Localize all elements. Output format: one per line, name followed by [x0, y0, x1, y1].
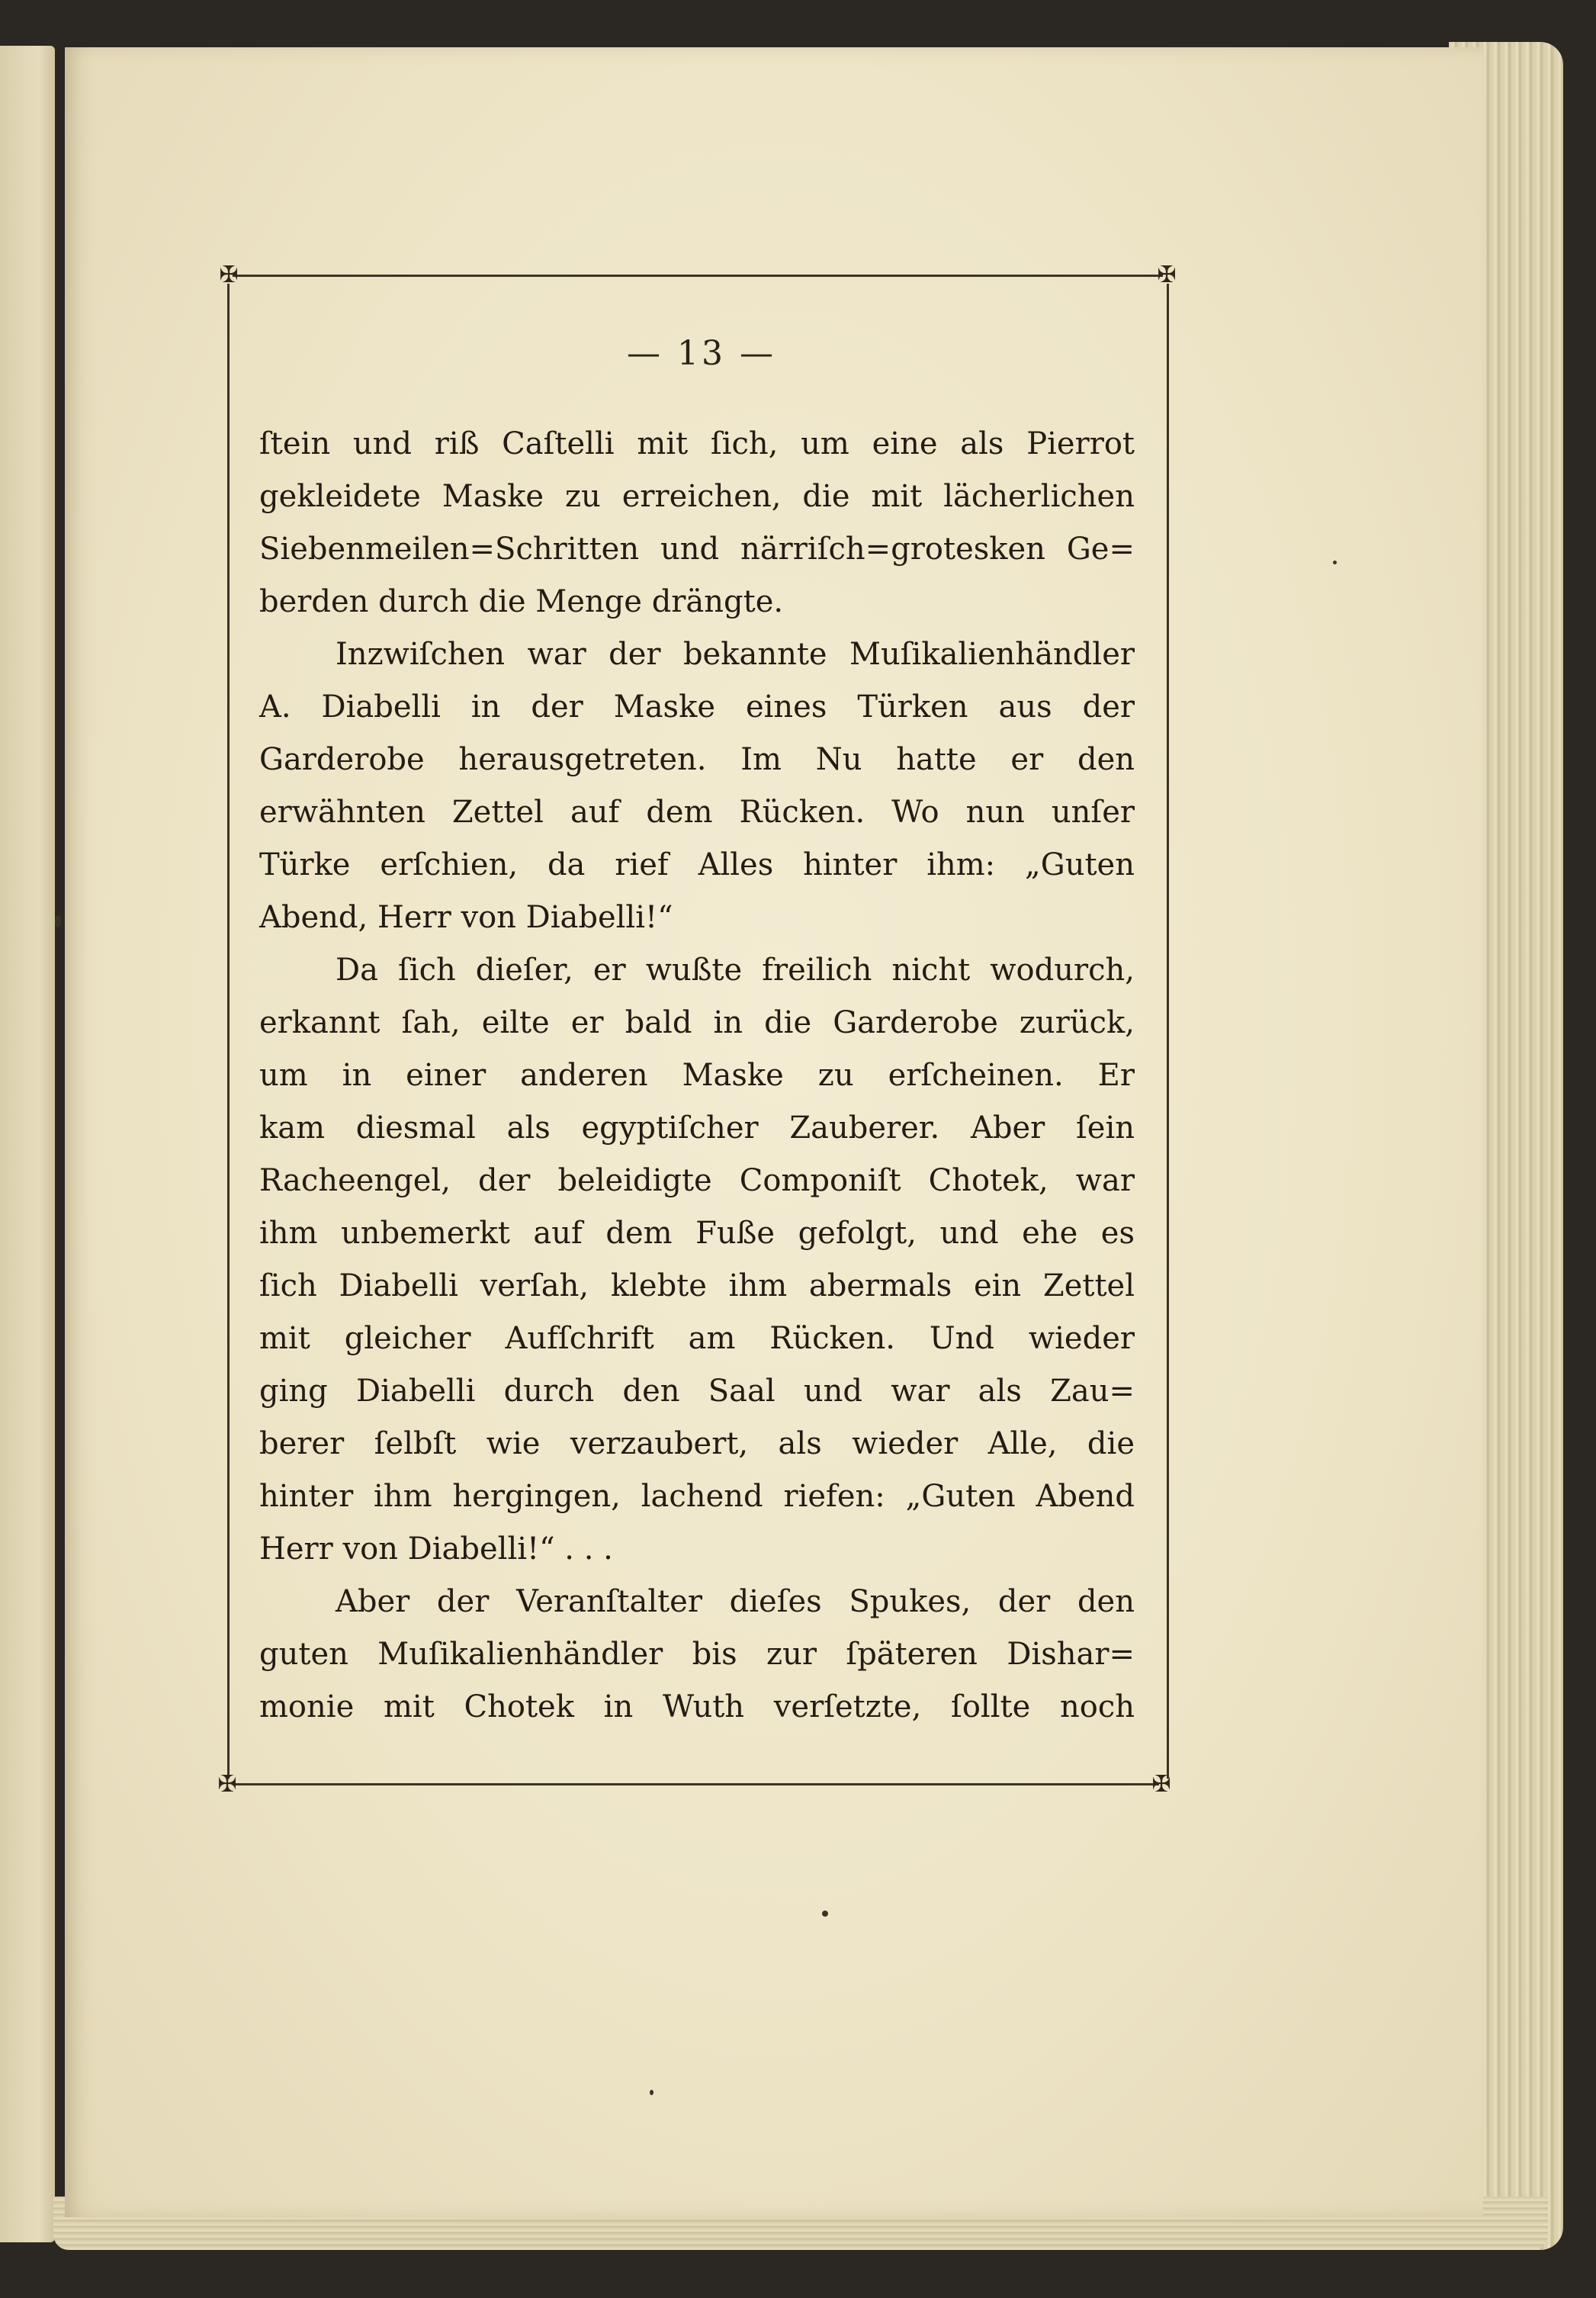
frame-rule-top: [233, 275, 1163, 277]
text-line: ſtein und riß Caſtelli mit ſich, um eine als Pierrot: [259, 426, 1135, 461]
text-line: Herr von Diabelli!“ . . .: [259, 1531, 613, 1567]
frame-rule-left: [227, 284, 230, 1779]
corner-ornament-icon: ✠: [1157, 262, 1177, 288]
page-number: — 13 —: [627, 334, 776, 373]
text-line: monie mit Chotek in Wuth verſetzte, ſollte noch: [259, 1689, 1135, 1724]
text-line: hinter ihm hergingen, lachend riefen: „Guten Abend: [259, 1479, 1135, 1514]
text-line: ihm unbemerkt auf dem Fuße gefolgt, und ehe es: [259, 1216, 1135, 1251]
text-line: mit gleicher Aufſchrift am Rücken. Und wieder: [259, 1321, 1135, 1356]
scan-speck: [1333, 561, 1337, 564]
text-line: A. Diabelli in der Maske eines Türken aus der: [259, 689, 1135, 725]
body-text: [259, 418, 1135, 1734]
corner-ornament-icon: ✠: [219, 262, 239, 288]
text-line: Türke erſchien, da rief Alles hinter ihm: „Guten: [259, 847, 1135, 882]
text-line: guten Muſikalienhändler bis zur ſpäteren Dishar=: [259, 1637, 1135, 1672]
text-line: ging Diabelli durch den Saal und war als Zau=: [259, 1374, 1135, 1409]
text-line: ſich Diabelli verſah, klebte ihm abermals ein Zettel: [259, 1268, 1135, 1303]
frame-rule-right: [1167, 284, 1169, 1779]
scan-speck: [822, 1911, 828, 1917]
text-line: erkannt ſah, eilte er bald in die Garderobe zurück,: [259, 1005, 1135, 1040]
text-line: erwähnten Zettel auf dem Rücken. Wo nun unſer: [259, 795, 1135, 830]
text-line: Abend, Herr von Diabelli!“: [259, 900, 673, 935]
text-line: Aber der Veranſtalter dieſes Spukes, der den: [336, 1584, 1135, 1619]
text-line: gekleidete Maske zu erreichen, die mit lächerlichen: [259, 479, 1135, 514]
frame-rule-bottom: [233, 1783, 1159, 1785]
text-line: Racheengel, der beleidigte Componiſt Chotek, war: [259, 1163, 1135, 1198]
text-line: Garderobe herausgetreten. Im Nu hatte er den: [259, 742, 1135, 777]
text-line: Siebenmeilen=Schritten und närriſch=grotesken Ge=: [259, 532, 1135, 567]
scan-speck: [650, 2090, 653, 2095]
corner-ornament-icon: ✠: [217, 1771, 237, 1798]
scan-speck: [55, 915, 61, 927]
text-line: um in einer anderen Maske zu erſcheinen. Er: [259, 1058, 1135, 1093]
text-line: Inzwiſchen war der bekannte Muſikalienhändler: [336, 637, 1135, 672]
facing-page-edge: [0, 46, 55, 2242]
text-line: kam diesmal als egyptiſcher Zauberer. Aber ſein: [259, 1110, 1135, 1146]
text-line: berer ſelbſt wie verzaubert, als wieder Alle, die: [259, 1426, 1135, 1461]
text-line: berden durch die Menge drängte.: [259, 584, 784, 619]
corner-ornament-icon: ✠: [1151, 1771, 1171, 1798]
text-line: Da ſich dieſer, er wußte freilich nicht wodurch,: [336, 953, 1135, 988]
